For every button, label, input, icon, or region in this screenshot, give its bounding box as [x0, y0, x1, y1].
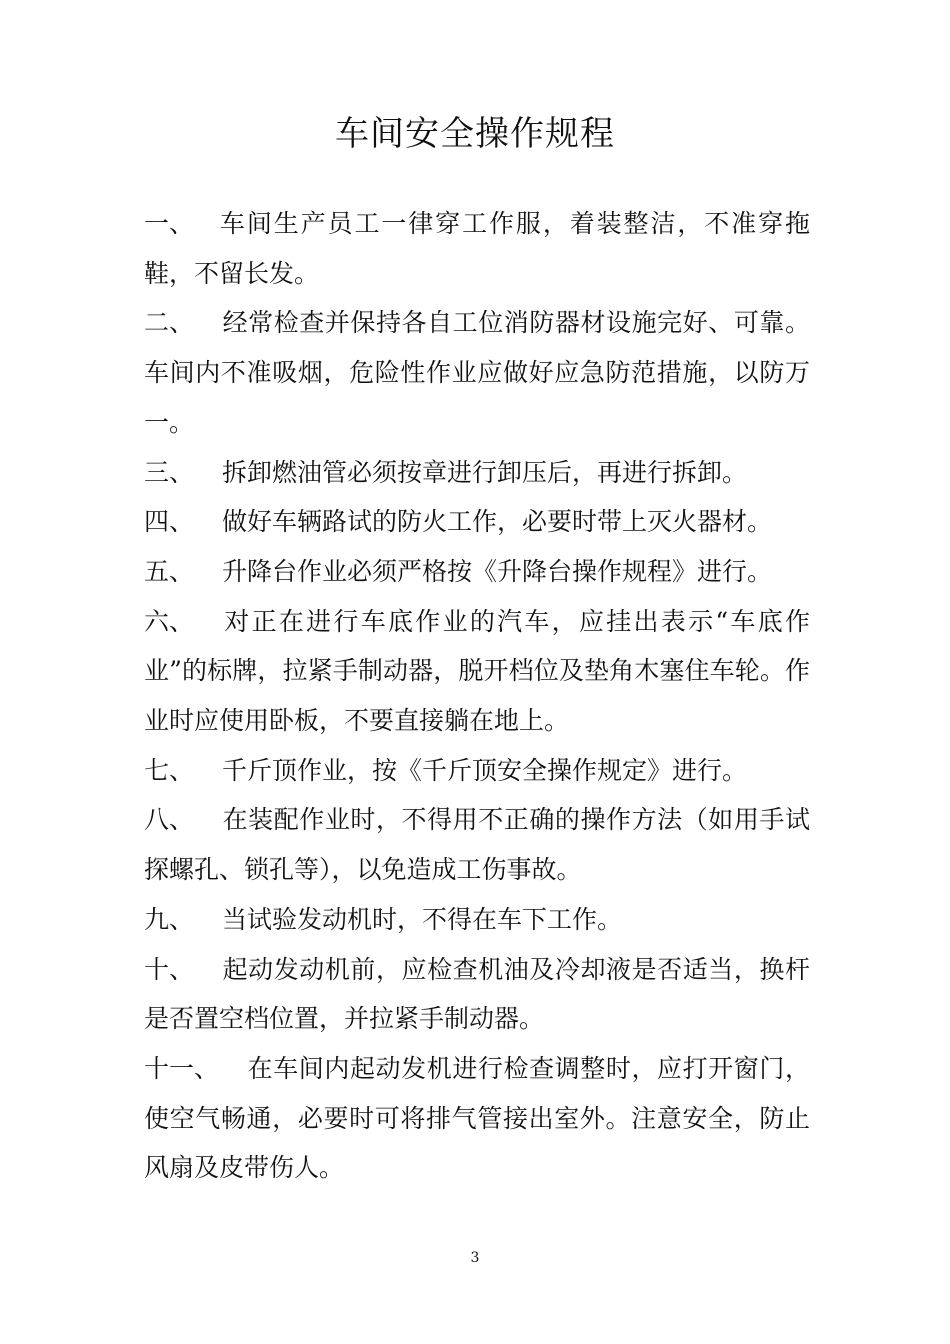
rule-number: 四、: [144, 507, 195, 537]
rule-item-6: [144, 597, 810, 746]
rule-item-3: [144, 448, 810, 498]
rule-number: 十一、: [144, 1053, 220, 1083]
rule-text: 做好车辆路试的防火工作，必要时带上灭火器材。: [222, 507, 773, 537]
document-title: 车间安全操作规程: [335, 114, 615, 154]
rule-text: 当试验发动机时，不得在车下工作。: [222, 904, 623, 934]
rule-number: 九、: [144, 904, 195, 934]
rule-number: 七、: [144, 755, 195, 785]
rule-number: 五、: [144, 556, 195, 586]
page-number: 3: [470, 1250, 480, 1266]
rule-item-4: [144, 497, 810, 547]
rule-text: 车间生产员工一律穿工作服，着装整洁，不准穿拖鞋，不留长发。: [144, 209, 810, 288]
rule-number: 二、: [144, 308, 195, 338]
rule-number: 八、: [144, 805, 195, 835]
rule-item-11: [144, 1044, 810, 1193]
rule-text: 在装配作业时，不得用不正确的操作方法（如用手试探螺孔、锁孔等），以免造成工伤事故。: [144, 805, 810, 885]
rule-text: 起动发动机前，应检查机油及冷却液是否适当，换杆是否置空档位置，并拉紧手制动器。: [144, 954, 810, 1034]
rule-item-8: [144, 795, 810, 894]
rule-number: 一、: [144, 209, 195, 238]
rule-number: 六、: [144, 606, 195, 636]
rule-text: 在车间内起动发机进行检查调整时，应打开窗门，使空气畅通，必要时可将排气管接出室外。注意安全，防止风扇及皮带伤人。: [144, 1053, 810, 1183]
rule-item-9: [144, 895, 810, 945]
rule-text: 升降台作业必须严格按《升降台操作规程》进行。: [222, 556, 773, 586]
rule-text: 千斤顶作业，按《千斤顶安全操作规定》进行。: [222, 755, 748, 785]
rule-number: 十、: [144, 954, 195, 984]
rule-item-7: [144, 746, 810, 796]
rule-text: 经常检查并保持各自工位消防器材设施完好、可靠。车间内不准吸烟，危险性作业应做好应急防范措施，以防万一。: [144, 308, 810, 437]
document-body: [144, 199, 810, 1193]
rule-text: 对正在进行车底作业的汽车，应挂出表示“车底作业”的标牌，拉紧手制动器，脱开档位及垫角木塞住车轮。作业时应使用卧板，不要直接躺在地上。: [144, 606, 810, 736]
rule-number: 三、: [144, 457, 195, 487]
rule-item-1: [144, 199, 810, 298]
rule-item-2: [144, 298, 810, 447]
rule-item-5: [144, 547, 810, 597]
rule-text: 拆卸燃油管必须按章进行卸压后，再进行拆卸。: [222, 457, 748, 487]
rule-item-10: [144, 945, 810, 1044]
